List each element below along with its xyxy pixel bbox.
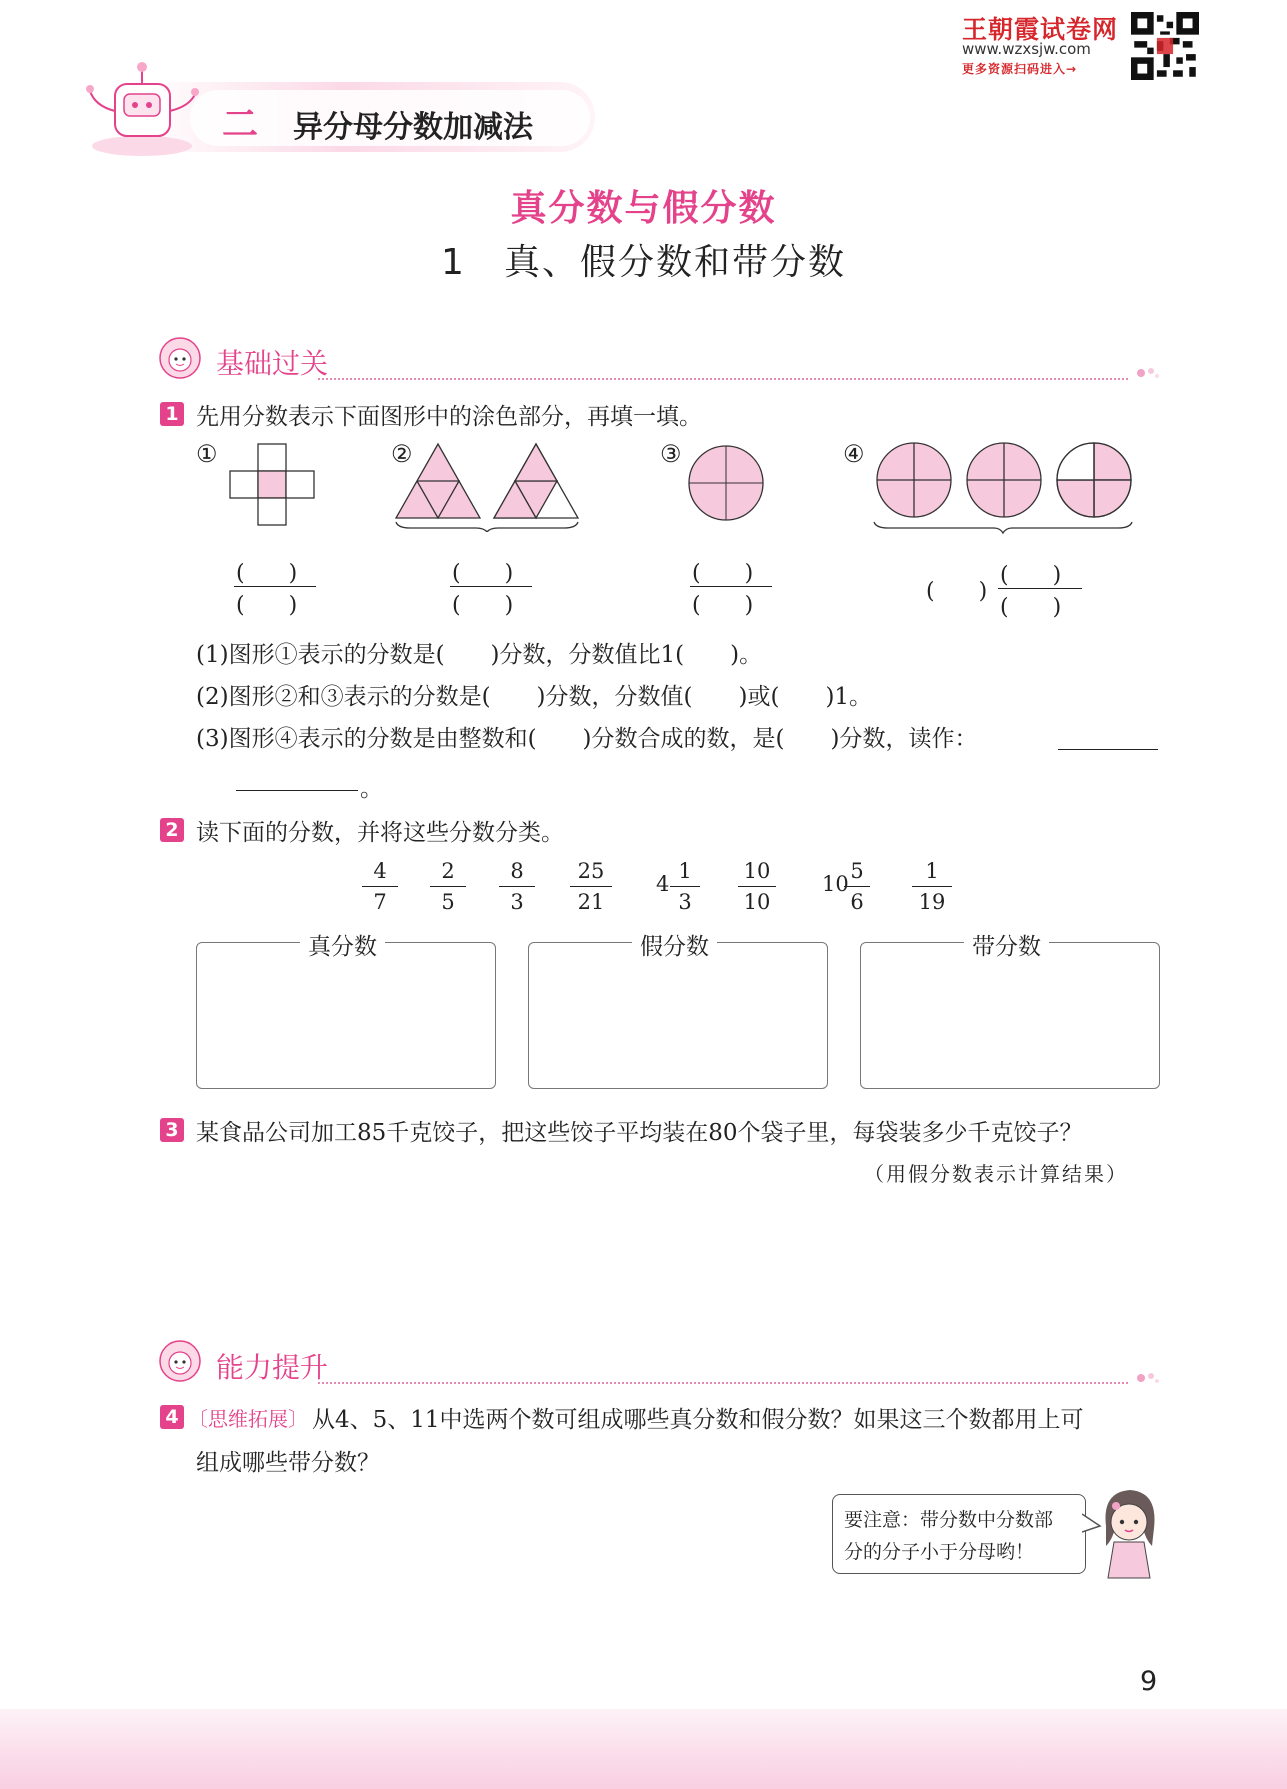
divider xyxy=(318,1382,1128,1384)
question-1-sub-1: (1)图形①表示的分数是( )分数，分数值比1( )。 xyxy=(196,642,763,668)
tip-line-2: 分的分子小于分母哟！ xyxy=(844,1541,1035,1563)
mascot-icon xyxy=(158,1339,202,1383)
answer-denominator-1[interactable]: ( ) xyxy=(236,593,298,618)
footer-band xyxy=(0,1709,1287,1789)
robot-mascot-icon xyxy=(80,56,205,161)
tip-line-1: 要注意：带分数中分数部 xyxy=(844,1509,1054,1531)
chapter-number: 二 xyxy=(222,104,259,145)
question-3-note: （用假分数表示计算结果） xyxy=(864,1162,1128,1186)
mascot-icon xyxy=(158,336,202,380)
fraction-whole: 10 xyxy=(822,872,849,896)
answer-numerator-2[interactable]: ( ) xyxy=(452,561,514,586)
part-advanced-label: 能力提升 xyxy=(216,1351,329,1384)
section-title: 真分数与假分数 xyxy=(510,188,777,229)
question-number-3: 3 xyxy=(160,1118,184,1142)
fraction-item: $\frac{1}{19}$ xyxy=(912,856,952,917)
page-number: 9 xyxy=(1140,1666,1158,1697)
answer-numerator-3[interactable]: ( ) xyxy=(692,561,754,586)
figure-label-3: ③ xyxy=(660,440,682,468)
fraction-bar xyxy=(690,586,772,587)
question-number-2: 2 xyxy=(160,818,184,842)
answer-line[interactable] xyxy=(1058,749,1158,750)
fraction-item: $\frac{25}{21}$ xyxy=(570,856,612,917)
fraction-bar xyxy=(998,588,1082,589)
question-1-text: 先用分数表示下面图形中的涂色部分，再填一填。 xyxy=(196,404,702,430)
figure-circle xyxy=(686,443,766,523)
question-4-text-2: 组成哪些带分数？ xyxy=(196,1450,380,1476)
answer-denominator-2[interactable]: ( ) xyxy=(452,593,514,618)
question-4-text-1: 从4、5、11中选两个数可组成哪些真分数和假分数？如果这三个数都用上可 xyxy=(312,1407,1084,1433)
girl-icon xyxy=(1094,1486,1164,1582)
fraction-whole: 4 xyxy=(656,872,670,896)
answer-whole-4[interactable]: ( ) xyxy=(926,579,988,604)
box-mixed[interactable] xyxy=(860,942,1160,1089)
fraction-item: $\frac{5}{6}$ xyxy=(844,856,870,917)
lesson-title: 1 真、假分数和带分数 xyxy=(441,242,846,283)
fraction-item: $\frac{8}{3}$ xyxy=(499,856,535,917)
chapter-title: 异分母分数加减法 xyxy=(293,110,533,145)
box-improper-label: 假分数 xyxy=(632,928,717,961)
fraction-item: $\frac{4}{7}$ xyxy=(362,856,398,917)
answer-numerator-1[interactable]: ( ) xyxy=(236,561,298,586)
question-number-1: 1 xyxy=(160,402,184,426)
brand-subtitle: 更多资源扫码进入→ xyxy=(962,62,1078,76)
figure-label-4: ④ xyxy=(843,440,865,468)
divider xyxy=(318,378,1128,380)
question-3-text: 某食品公司加工85千克饺子，把这些饺子平均装在80个袋子里，每袋装多少千克饺子？ xyxy=(196,1120,1083,1146)
fraction-item: $\frac{1}{3}$ xyxy=(670,856,700,917)
answer-numerator-4[interactable]: ( ) xyxy=(1000,563,1062,588)
question-1-sub-3-end: 。 xyxy=(360,776,383,802)
figure-label-2: ② xyxy=(391,440,413,468)
fraction-bar xyxy=(234,586,316,587)
box-proper[interactable] xyxy=(196,942,496,1089)
fraction-bar xyxy=(450,586,532,587)
brand-url[interactable]: www.wzxsjw.com xyxy=(962,40,1091,58)
figure-cross xyxy=(228,442,316,528)
box-proper-label: 真分数 xyxy=(300,928,385,961)
question-4-tag: 〔思维拓展〕 xyxy=(188,1407,308,1431)
question-number-4: 4 xyxy=(160,1405,184,1429)
fraction-item: $\frac{10}{10}$ xyxy=(738,856,776,917)
question-2-text: 读下面的分数，并将这些分数分类。 xyxy=(196,820,564,846)
qr-code-icon[interactable] xyxy=(1131,12,1199,80)
answer-line[interactable] xyxy=(236,790,358,791)
question-1-sub-3: (3)图形④表示的分数是由整数和( )分数合成的数，是( )分数，读作： xyxy=(196,726,978,752)
answer-denominator-3[interactable]: ( ) xyxy=(692,593,754,618)
part-basic-label: 基础过关 xyxy=(216,347,329,380)
figure-three-circles xyxy=(872,440,1134,534)
figure-label-1: ① xyxy=(196,440,218,468)
tip-text xyxy=(844,1504,1080,1568)
box-improper[interactable] xyxy=(528,942,828,1089)
dots-decoration-icon xyxy=(1136,365,1160,381)
brand-name: 王朝霞试卷网 xyxy=(962,15,1119,44)
answer-denominator-4[interactable]: ( ) xyxy=(1000,595,1062,620)
dots-decoration-icon xyxy=(1136,1370,1160,1386)
question-1-sub-2: (2)图形②和③表示的分数是( )分数，分数值( )或( )1。 xyxy=(196,684,873,710)
fraction-item: $\frac{2}{5}$ xyxy=(430,856,466,917)
box-mixed-label: 带分数 xyxy=(964,928,1049,961)
figure-triangles xyxy=(394,440,588,532)
